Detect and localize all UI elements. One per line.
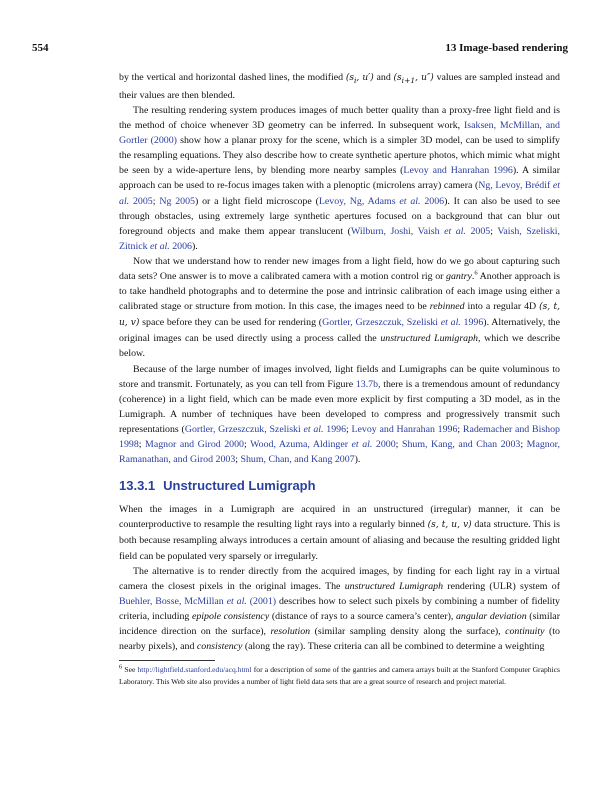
citation-link[interactable]: Shum, Chan, and Kang 2007 (240, 454, 355, 466)
figure-link[interactable]: 13.7b (355, 378, 379, 390)
page-header (32, 42, 568, 58)
citation-link[interactable]: Shum, Kang, and Chan 2003 (401, 439, 521, 451)
citation-link[interactable]: Levoy, Ng, Adams et al. 2006 (318, 195, 445, 207)
citation-link[interactable]: Rademacher and Bishop 1998 (119, 423, 560, 451)
paragraph-3: Now that we understand how to render new images from a light field, how do we go about capturing such data sets? One answer is to move a calibrated camera with a motion control rig or gantry.$^6$ Another approach is to take handheld photographs and to determine the pose and intrinsic calibration of each image using either a calibrated stage or structure from motion. In this case, the images need to be rebinned into a regular 4D (s, t, u, v) space before they can be used for rendering (Gortler, Grzeszczuk, Szeliski et al. 1996). Alternatively, the original images can be used directly using a process called the unstructured Lumigraph, which we describe below. (119, 255, 561, 360)
citation-link[interactable]: Gortler, Grzeszczuk, Szeliski et al. 1996 (322, 317, 484, 329)
paragraph-4: Because of the large number of images involved, light fields and Lumigraphs can be quite voluminous to store and transmit. Fortunately, as you can tell from Figure 13.7b, there is a tremendous amount of redundancy (coherence) in a light field, which can be made even more explicit by first computing a 3D model, as in the Lumigraph. A number of techniques have been developed to compress and progressively transmit such representations (Gortler, Grzeszczuk, Szeliski et al. 1996; Levoy and Hanrahan 1996; Rademacher and Bishop 1998; Magnor and Girod 2000; Wood, Azuma, Aldinger et al. 2000; Shum, Kang, and Chan 2003; Magnor, Ramanathan, and Girod 2003; Shum, Chan, and Kang 2007). (119, 363, 561, 466)
footnote-mark: 6 (119, 663, 123, 671)
citation-link[interactable]: Magnor and Girod 2000 (145, 439, 244, 451)
paragraph-1: by the vertical and horizontal dashed lines, the modified ($s_i$, u′) and ($s_{i+1}$, u″) values are sampled instead and their values are then blended. (119, 72, 560, 101)
citation-link[interactable]: Gortler, Grzeszczuk, Szeliski et al. 1996 (184, 423, 347, 435)
citation-link[interactable]: Wood, Azuma, Aldinger et al. 2000 (250, 439, 396, 451)
footnote: $^6$ See http://lightfield.stanford.edu/acq.html for a description of some of the gantries and camera arrays built at the Stanford Computer Graphics Laboratory. This Web site also provides a number of light field data sets that are a great source of research and project material. (119, 663, 560, 686)
citation-link[interactable]: Vaish, Szeliski, Zitnick et al. 2006 (119, 225, 560, 252)
math-expression: ($s_{i+1}$, u″) (393, 73, 434, 85)
footnote-divider (119, 660, 215, 661)
citation-link[interactable]: Ng, Levoy, Brédif et al. 2005 (119, 180, 560, 207)
section-heading: 13.3.1 Unstructured Lumigraph (119, 478, 316, 494)
math-expression: (s, t, u, v) (119, 302, 560, 329)
paragraph-6: The alternative is to render directly from the acquired images, by finding for each light ray in a virtual camera the closest pixels in the original images. The unstructured Lumigraph rendering (ULR) system of Buehler, Bosse, McMillan et al. (2001) describes how to select such pixels by combining a number of fidelity criteria, including epipole consistency (distance of rays to a source camera’s center), angular deviation (similar incidence direction on the surface), resolution (similar sampling density along the surface), continuity (to nearby pixels), and consistency (along the ray). These criteria can all be combined to determine a weighting (119, 565, 560, 653)
citation-link[interactable]: Buehler, Bosse, McMillan et al. (2001) (119, 595, 277, 607)
footnote-url-link[interactable]: http://lightfield.stanford.edu/acq.html (137, 665, 252, 675)
citation-link[interactable]: Isaksen, McMillan, and Gortler (2000) (119, 120, 560, 147)
math-expression: (s, t, u, v) (427, 520, 472, 531)
citation-link[interactable]: Magnor, Ramanathan, and Girod 2003 (119, 439, 561, 466)
running-head: 13 Image-based rendering (445, 42, 568, 54)
page-number: 554 (32, 42, 49, 54)
citation-link[interactable]: Levoy and Hanrahan 1996 (403, 165, 513, 177)
math-expression: ($s_i$, u′) (345, 73, 374, 85)
citation-link[interactable]: Wilburn, Joshi, Vaish et al. 2005 (350, 225, 491, 237)
citation-link[interactable]: Ng 2005 (159, 195, 195, 207)
page-body (119, 70, 560, 687)
footnote-marker[interactable]: 6 (474, 269, 478, 277)
citation-link[interactable]: Levoy and Hanrahan 1996 (351, 423, 458, 435)
paragraph-2: The resulting rendering system produces images of much better quality than a proxy-free light field and is the method of choice whenever 3D geometry can be inferred. In subsequent work, Isaksen, McMillan, and Gortler (2000) show how a planar proxy for the scene, which is a simpler 3D model, can be used to simplify the resampling equations. They also describe how to create synthetic aperture photos, which mimic what might be seen by a wide-aperture lens, by blending more nearby samples (Levoy and Hanrahan 1996). A similar approach can be used to re-focus images taken with a plenoptic (microlens array) camera (Ng, Levoy, Brédif et al. 2005; Ng 2005) or a light field microscope (Levoy, Ng, Adams et al. 2006). It can also be used to see through obstacles, using extremely large synthetic apertures focused on a background that can blur out foreground objects and make them appear translucent (Wilburn, Joshi, Vaish et al. 2005; Vaish, Szeliski, Zitnick et al. 2006). (119, 104, 561, 252)
paragraph-5: When the images in a Lumigraph are acquired in an unstructured (irregular) manner, it can be counterproductive to resample the resulting light rays into a regularly binned (s, t, u, v) data structure. This is both because resampling always introduces a certain amount of aliasing and because the resulting gridded light field can be populated very sparsely or irregularly. (119, 504, 560, 562)
